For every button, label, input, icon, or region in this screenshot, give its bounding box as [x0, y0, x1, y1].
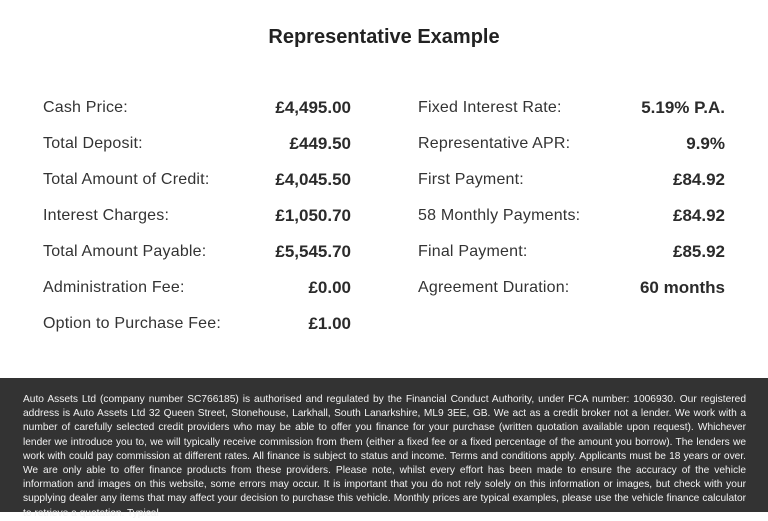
row-administration-fee [43, 270, 351, 306]
row-value: £5,545.70 [275, 242, 351, 261]
row-label: Agreement Duration: [418, 279, 570, 296]
row-value: £1,050.70 [275, 206, 351, 225]
row-agreement-duration [418, 270, 725, 306]
row-total-amount-payable [43, 234, 351, 270]
row-label: 58 Monthly Payments: [418, 207, 581, 224]
row-label: Administration Fee: [43, 279, 185, 296]
row-label: Total Amount of Credit: [43, 171, 210, 188]
row-value: £0.00 [308, 278, 351, 297]
row-representative-apr [418, 126, 725, 162]
row-value: 5.19% P.A. [641, 98, 725, 117]
row-first-payment [418, 162, 725, 198]
row-cash-price [43, 90, 351, 126]
row-final-payment [418, 234, 725, 270]
row-label: Option to Purchase Fee: [43, 315, 222, 332]
row-value: 60 months [639, 278, 725, 297]
row-value: £84.92 [673, 170, 725, 189]
row-interest-charges [43, 198, 351, 234]
row-value: £85.92 [673, 242, 725, 261]
disclaimer-text: Auto Assets Ltd (company number SC766185) is authorised and regulated by the Financial Conduct Authority, under FCA number: 1006930. Our registered address is Auto Assets Ltd 32 Queen Street, Stonehouse, Larkhall, South Lanarkshire, ML9 3EE, GB. We act as a credit broker not a lender. We work with a number of carefully selected credit providers who may be able to offer you finance for your purchase (written quotation available upon request). Whichever lender we introduce you to, we will typically receive commission from them (either a fixed fee or a fixed percentage of the amount you borrow). The lenders we work with could pay commission at different rates. All finance is subject to status and income. Terms and conditions apply. Applicants must be 18 years or over. We are only able to offer finance products from these providers. Please note, whilst every effort has been made to ensure the accuracy of the vehicle information and images on this website, some errors may occur. It is important that you do not rely solely on this information or images, but check with your supplying dealer any items that may affect your decision to purchase this vehicle. Monthly prices are typical examples, please use the vehicle finance calculator to retrieve a quotation. Typical [23, 394, 746, 519]
finance-summary-left-column [43, 90, 351, 342]
row-label: Total Deposit: [43, 135, 143, 152]
row-label: Fixed Interest Rate: [418, 99, 562, 116]
row-value: £4,495.00 [275, 98, 351, 117]
row-label: Total Amount Payable: [43, 243, 207, 260]
row-total-deposit [43, 126, 351, 162]
row-label: Representative APR: [418, 135, 571, 152]
regulatory-disclaimer-footer [0, 378, 768, 519]
row-value: 9.9% [686, 134, 725, 153]
row-total-amount-of-credit [43, 162, 351, 198]
row-value: £449.50 [289, 134, 351, 153]
row-label: Interest Charges: [43, 207, 170, 224]
row-monthly-payments [418, 198, 725, 234]
row-value: £84.92 [673, 206, 725, 225]
row-value: £4,045.50 [275, 170, 351, 189]
row-label: Final Payment: [418, 243, 528, 260]
row-label: First Payment: [418, 171, 524, 188]
row-label: Cash Price: [43, 99, 128, 116]
row-value: £1.00 [308, 314, 351, 333]
representative-example-title: Representative Example [268, 26, 500, 48]
finance-summary-right-column [418, 90, 725, 306]
row-option-to-purchase-fee [43, 306, 351, 342]
row-fixed-interest-rate [418, 90, 725, 126]
